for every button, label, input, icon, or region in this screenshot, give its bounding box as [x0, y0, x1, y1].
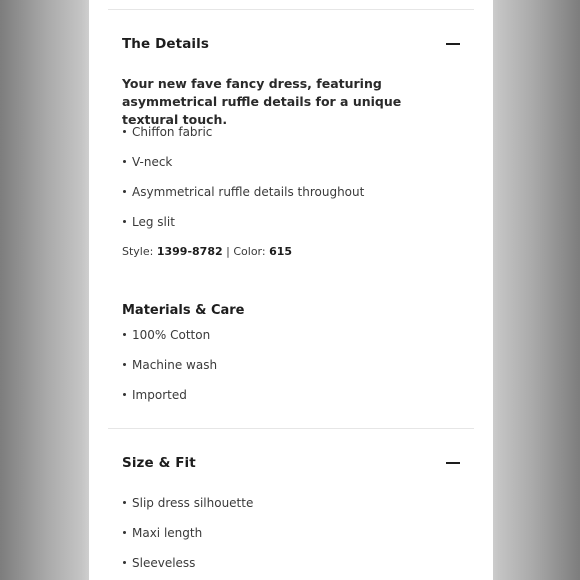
- minus-icon[interactable]: [446, 456, 460, 470]
- bullet-dot-icon: [123, 363, 126, 366]
- bullet-text: Sleeveless: [132, 556, 196, 570]
- bullet-dot-icon: [123, 333, 126, 336]
- bullet-dot-icon: [123, 531, 126, 534]
- style-color-line: [122, 245, 292, 258]
- details-bullet: [122, 125, 212, 139]
- product-info-panel: [89, 0, 493, 580]
- size-fit-bullet: [122, 496, 253, 510]
- style-label: Style:: [122, 245, 154, 258]
- bullet-text: Machine wash: [132, 358, 218, 372]
- materials-bullet: [122, 388, 187, 402]
- materials-bullet: [122, 328, 210, 342]
- divider: [108, 428, 474, 429]
- bullet-dot-icon: [123, 393, 126, 396]
- bullet-text: Asymmetrical ruffle details throughout: [132, 185, 365, 199]
- style-number: 1399-8782: [156, 245, 223, 258]
- separator: |: [226, 245, 230, 258]
- color-code: 615: [269, 245, 293, 258]
- bullet-dot-icon: [123, 190, 126, 193]
- details-title: The Details: [122, 36, 209, 52]
- bullet-dot-icon: [123, 220, 126, 223]
- materials-bullet: [122, 358, 217, 372]
- bullet-text: Maxi length: [132, 526, 203, 540]
- size-fit-accordion-header[interactable]: [122, 451, 460, 475]
- bullet-dot-icon: [123, 160, 126, 163]
- bullet-text: V-neck: [132, 155, 173, 169]
- bullet-dot-icon: [123, 130, 126, 133]
- bullet-dot-icon: [123, 561, 126, 564]
- details-bullet: [122, 215, 175, 229]
- size-fit-title: Size & Fit: [122, 455, 196, 471]
- materials-title: Materials & Care: [122, 303, 245, 318]
- bullet-text: Slip dress silhouette: [132, 496, 254, 510]
- bullet-text: 100% Cotton: [132, 328, 211, 342]
- size-fit-bullet: [122, 556, 195, 570]
- size-fit-bullet: [122, 526, 202, 540]
- details-bullet: [122, 185, 364, 199]
- minus-icon[interactable]: [446, 37, 460, 51]
- details-description: Your new fave fancy dress, featuring asymmetrical ruffle details for a unique textural touch.: [122, 76, 402, 127]
- bullet-text: Leg slit: [132, 215, 175, 229]
- bullet-text: Chiffon fabric: [132, 125, 213, 139]
- details-bullet: [122, 155, 172, 169]
- bullet-dot-icon: [123, 501, 126, 504]
- details-accordion-header[interactable]: [122, 32, 460, 56]
- divider: [108, 9, 474, 10]
- color-label: Color:: [233, 245, 266, 258]
- bullet-text: Imported: [132, 388, 187, 402]
